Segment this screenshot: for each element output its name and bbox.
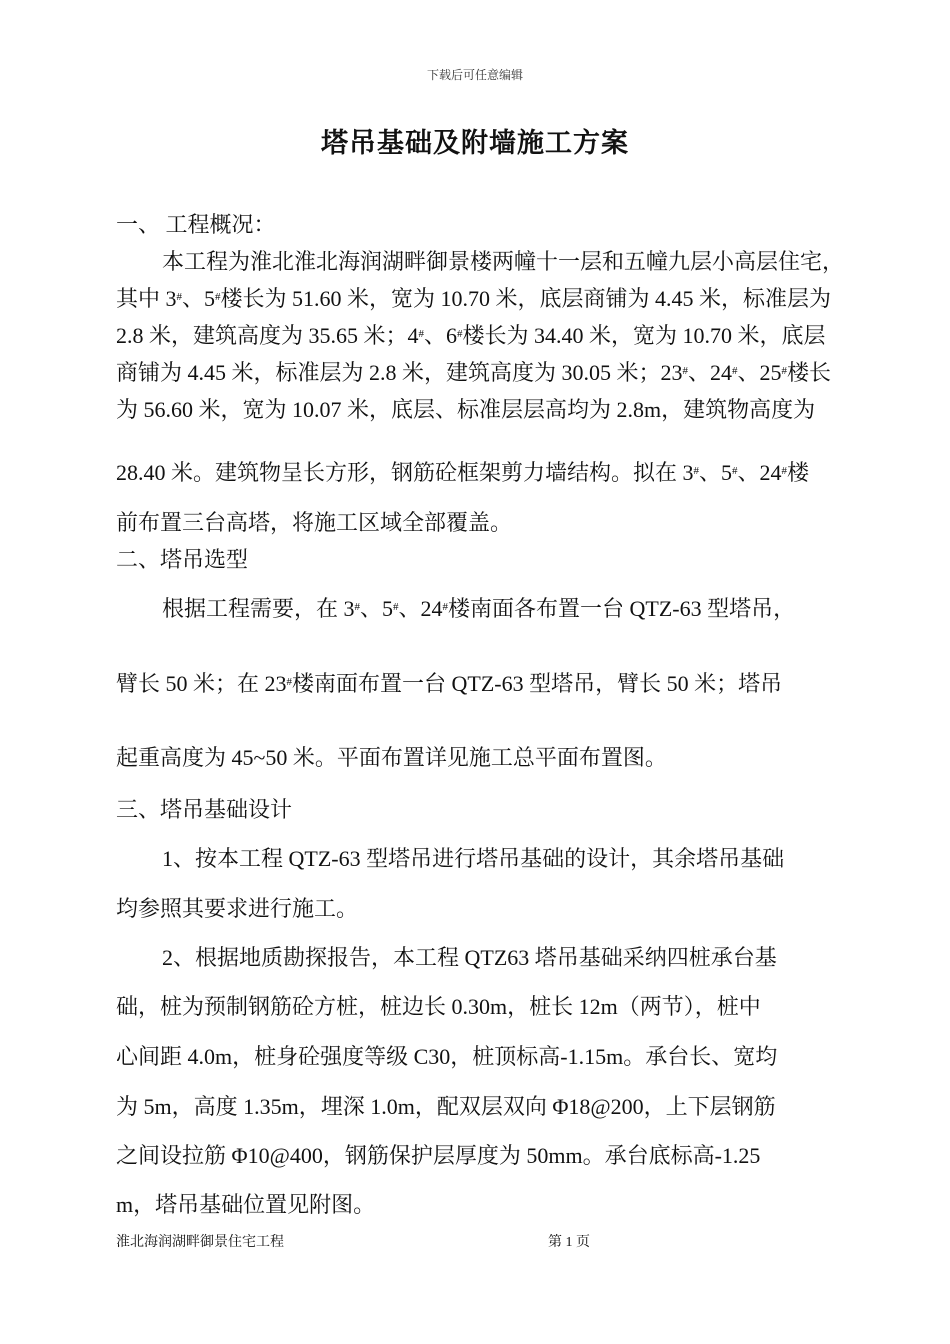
text-line: 均参照其要求进行施工。 <box>116 896 359 921</box>
text-line: 础，桩为预制钢筋砼方桩，桩边长 0.30m，桩长 12m（两节），桩中 <box>116 994 761 1019</box>
text-line: 商铺为 4.45 米，标准层为 2.8 米，建筑高度为 30.05 米；23#、24#、25#楼长 <box>116 360 832 385</box>
text-line: 前布置三台高塔，将施工区域全部覆盖。 <box>116 510 513 535</box>
section-heading-overview: 一、 工程概况： <box>116 212 276 237</box>
building-number-mark: # <box>682 365 689 377</box>
text-line: 为 5m，高度 1.35m，埋深 1.0m，配双层双向 Φ18@200，上下层钢筋 <box>116 1094 776 1119</box>
building-number-mark: # <box>354 601 361 613</box>
text-line: 1、按本工程 QTZ-63 型塔吊进行塔吊基础的设计，其余塔吊基础 <box>162 846 785 871</box>
building-number-mark: # <box>442 601 449 613</box>
text-line: 2.8 米，建筑高度为 35.65 米；4#、6#楼长为 34.40 米，宽为 10.70 米，底层 <box>116 323 826 348</box>
building-number-mark: # <box>286 676 293 688</box>
building-number-mark: # <box>215 291 221 303</box>
text-line: 2、根据地质勘探报告，本工程 QTZ63 塔吊基础采纳四桩承台基 <box>162 945 777 970</box>
footer-page-number: 第 1 页 <box>548 1235 590 1250</box>
building-number-mark: # <box>393 601 399 613</box>
building-number-mark: # <box>732 465 738 477</box>
building-number-mark: # <box>781 465 788 477</box>
text-line: 其中 3#、5#楼长为 51.60 米，宽为 10.70 米，底层商铺为 4.45 米，标准层为 <box>116 286 832 311</box>
text-line: 为 56.60 米，宽为 10.07 米，底层、标准层层高均为 2.8m，建筑物高度为 <box>116 397 816 422</box>
footer-project-name: 淮北海润湖畔御景住宅工程 <box>116 1235 284 1250</box>
text-line: 本工程为淮北淮北海润湖畔御景楼两幢十一层和五幢九层小高层住宅， <box>162 249 845 274</box>
text-line: m，塔吊基础位置见附图。 <box>116 1192 376 1217</box>
building-number-mark: # <box>418 328 425 340</box>
text-line: 之间设拉筋 Φ10@400，钢筋保护层厚度为 50mm。承台底标高-1.25 <box>116 1143 761 1168</box>
building-number-mark: # <box>732 365 738 377</box>
text-line: 起重高度为 45~50 米。平面布置详见施工总平面布置图。 <box>116 745 667 770</box>
text-line: 臂长 50 米；在 23#楼南面布置一台 QTZ-63 型塔吊，臂长 50 米；塔吊 <box>116 671 783 696</box>
page-header-note: 下载后可任意编辑 <box>426 68 523 82</box>
building-number-mark: # <box>781 365 788 377</box>
text-line: 28.40 米。建筑物呈长方形，钢筋砼框架剪力墙结构。拟在 3#、5#、24#楼 <box>116 460 810 485</box>
section-heading-foundation: 三、塔吊基础设计 <box>116 797 293 822</box>
text-line: 根据工程需要，在 3#、5#、24#楼南面各布置一台 QTZ-63 型塔吊， <box>162 596 796 621</box>
section-heading-selection: 二、塔吊选型 <box>116 547 249 572</box>
building-number-mark: # <box>457 328 463 340</box>
document-title: 塔吊基础及附墙施工方案 <box>321 128 629 158</box>
building-number-mark: # <box>693 465 700 477</box>
text-line: 心间距 4.0m，桩身砼强度等级 C30，桩顶标高-1.15m。承台长、宽均 <box>116 1044 778 1069</box>
building-number-mark: # <box>176 291 183 303</box>
